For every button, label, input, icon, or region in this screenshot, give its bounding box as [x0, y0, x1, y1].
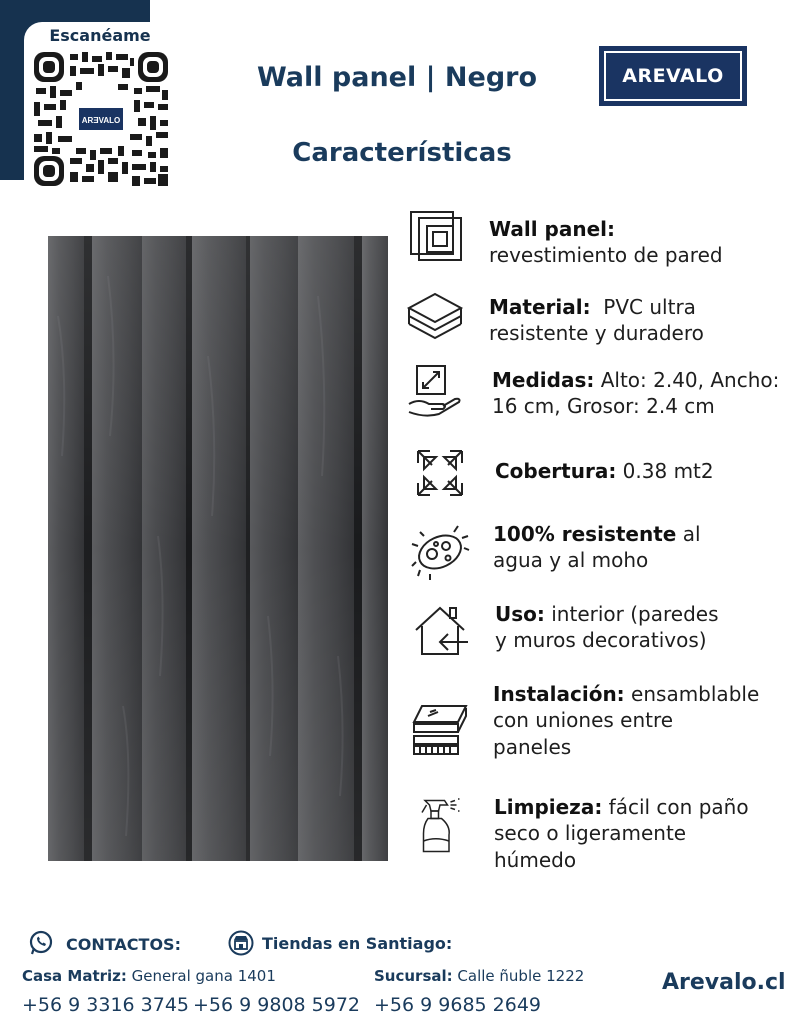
- feature-resistance: [493, 521, 701, 574]
- whatsapp-icon[interactable]: [28, 930, 54, 956]
- qr-logo-text: ARƎVALO: [81, 116, 121, 125]
- feature-measures: [492, 367, 779, 420]
- main-store-address-text: General gana 1401: [126, 967, 276, 985]
- feature-text: revestimiento de pared: [489, 243, 723, 268]
- feature-text: húmedo: [494, 847, 577, 872]
- feature-text: interior (paredes: [544, 602, 719, 626]
- contacts-label: CONTACTOS:: [66, 935, 181, 954]
- feature-material: [489, 294, 704, 347]
- bacteria-icon: [410, 522, 470, 582]
- feature-text: ensamblable: [624, 682, 760, 706]
- product-photo: [48, 236, 388, 861]
- feature-coverage: [495, 458, 714, 484]
- section-title: Características: [292, 138, 512, 168]
- phone-3[interactable]: +56 9 9685 2649: [374, 994, 542, 1016]
- feature-use: [495, 601, 718, 654]
- feature-label: Material:: [489, 295, 591, 319]
- feature-label: 100% resistente: [493, 522, 677, 546]
- house-arrow-icon: [410, 602, 470, 662]
- feature-text: agua y al moho: [493, 548, 649, 573]
- page-title: Wall panel | Negro: [256, 62, 538, 93]
- expand-arrows-icon: [410, 443, 470, 503]
- store-icon: [228, 930, 254, 956]
- feature-label: Limpieza:: [494, 795, 603, 819]
- feature-text: Alto: 2.40, Ancho:: [594, 368, 780, 392]
- feature-text: al: [676, 522, 701, 546]
- website-link[interactable]: Arevalo.cl: [662, 970, 786, 995]
- feature-wall-panel: [489, 216, 723, 269]
- stacked-panels-icon: [408, 700, 468, 760]
- feature-text: 0.38 mt2: [616, 459, 714, 483]
- measure-hand-icon: [405, 362, 465, 422]
- spray-bottle-icon: [410, 796, 470, 856]
- branch-address-text: Calle ñuble 1222: [452, 967, 585, 985]
- brand-logo-text: AREVALO: [604, 51, 742, 101]
- phone-2[interactable]: +56 9 9808 5972: [193, 994, 361, 1016]
- stores-label: Tiendas en Santiago:: [262, 934, 453, 953]
- qr-code[interactable]: [34, 52, 168, 186]
- feature-label: Wall panel:: [489, 217, 615, 241]
- phone-1[interactable]: +56 9 3316 3745: [22, 994, 190, 1016]
- feature-text: PVC ultra: [590, 295, 696, 319]
- wall-panel-icon: [405, 206, 465, 266]
- main-store-address: [22, 967, 276, 985]
- feature-label: Medidas:: [492, 368, 595, 392]
- feature-label: Instalación:: [493, 682, 625, 706]
- brand-logo[interactable]: [599, 46, 747, 106]
- feature-cleaning: [494, 794, 749, 873]
- feature-label: Cobertura:: [495, 459, 617, 483]
- feature-text: fácil con paño: [602, 795, 749, 819]
- feature-text: paneles: [493, 734, 572, 759]
- feature-text: y muros decorativos): [495, 628, 707, 653]
- feature-text: 16 cm, Grosor: 2.4 cm: [492, 394, 715, 419]
- branch-label: Sucursal:: [374, 967, 453, 985]
- qr-label: Escanéame: [49, 26, 151, 45]
- branch-address: [374, 967, 584, 985]
- feature-text: resistente y duradero: [489, 321, 704, 346]
- feature-text: seco o ligeramente: [494, 821, 687, 846]
- main-store-label: Casa Matriz:: [22, 967, 127, 985]
- feature-installation: [493, 681, 759, 760]
- feature-text: con uniones entre: [493, 708, 674, 733]
- layers-material-icon: [405, 288, 465, 348]
- feature-label: Uso:: [495, 602, 545, 626]
